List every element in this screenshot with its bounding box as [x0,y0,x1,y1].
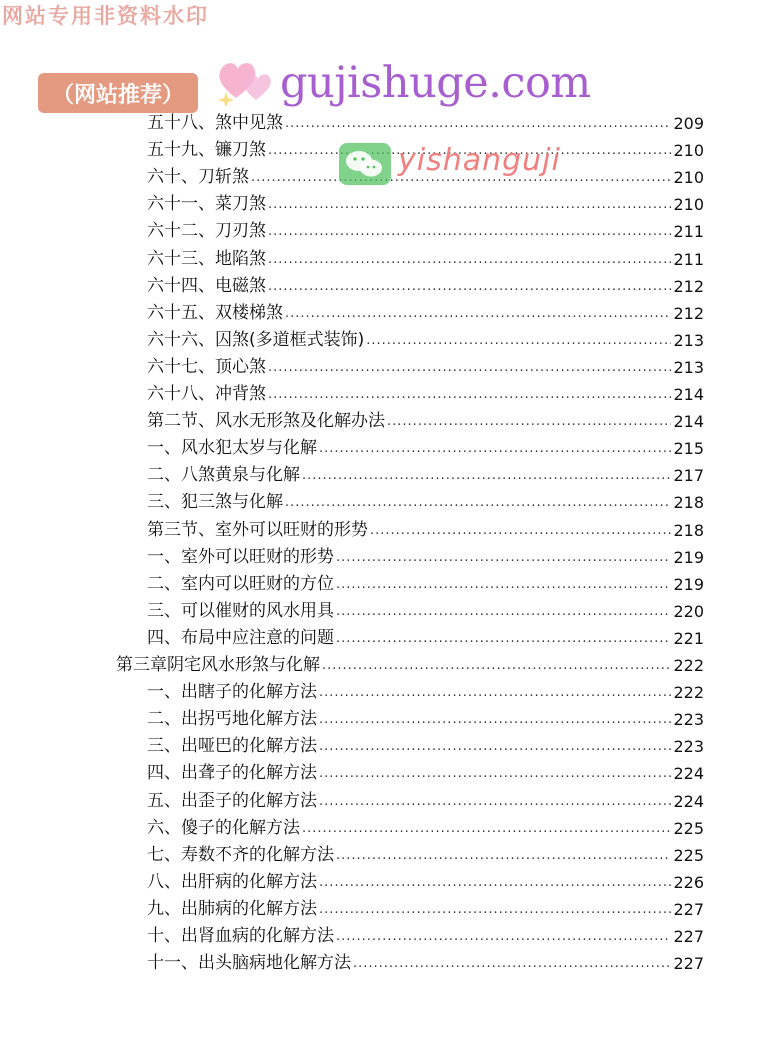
toc-entry [147,273,704,300]
toc-entry-title: 六十四、电磁煞 [147,275,266,296]
toc-entry-title: 九、出肺病的化解方法 [147,898,317,919]
toc-entry [147,489,704,516]
toc-entry [147,706,704,733]
toc-entry-title: 六十二、刀刃煞 [147,221,266,242]
toc-entry-title: 一、出瞎子的化解方法 [147,682,317,703]
toc-entry-page: 213 [673,357,704,377]
toc-entry [147,625,704,652]
toc-entry [147,110,704,137]
toc-entry-title: 二、出拐丐地化解方法 [147,709,317,730]
toc-entry-page: 214 [673,412,704,432]
toc-entry-page: 222 [673,656,704,675]
toc-entry [147,760,704,787]
toc-entry-title: 六、傻子的化解方法 [147,817,300,838]
toc-entry-page: 212 [673,303,704,323]
toc-entry [147,815,704,842]
toc-entry-page: 209 [673,114,704,133]
toc-entry-title: 一、室外可以旺财的形势 [147,546,334,567]
toc-entry [147,544,704,571]
toc-dot-leader [336,923,671,950]
toc-dot-leader [319,435,671,462]
toc-dot-leader [336,544,671,571]
toc-entry [147,842,704,869]
toc-entry-page: 210 [673,141,704,161]
toc-entry-title: 七、寿数不齐的化解方法 [147,844,334,865]
toc-entry [147,950,704,977]
toc-entry [147,435,704,462]
toc-entry [147,517,704,544]
toc-dot-leader [336,842,671,869]
toc-entry-page: 225 [673,818,704,838]
toc-entry-page: 211 [673,249,704,269]
toc-entry-title: 五、出歪子的化解方法 [147,790,317,811]
toc-entry-page: 224 [673,764,704,784]
toc-entry-page: 219 [673,574,704,594]
toc-entry-page: 210 [673,168,704,188]
toc-entry [116,652,704,679]
toc-entry [147,598,704,625]
toc-entry-title: 二、室内可以旺财的方位 [147,573,334,594]
toc-entry-page: 223 [673,710,704,730]
toc-dot-leader [285,110,671,137]
watermark-badge: （网站推荐） [38,73,198,113]
toc-entry-title: 第三章阴宅风水形煞与化解 [116,655,320,675]
toc-entry-page: 224 [673,791,704,811]
toc-entry-page: 214 [673,385,704,404]
toc-entry-page: 227 [673,899,704,919]
toc-entry-title: 六十八、冲背煞 [147,384,266,404]
toc-entry-title: 六十三、地陷煞 [147,248,266,269]
toc-entry-page: 218 [673,493,704,513]
toc-dot-leader [302,815,671,842]
toc-entry-page: 212 [673,276,704,296]
toc-dot-leader [366,327,671,354]
wechat-icon [339,143,391,185]
toc-entry-page: 210 [673,195,704,215]
toc-dot-leader [319,788,671,815]
toc-entry [147,896,704,923]
watermark-top-text: 网站专用非资料水印 [2,3,209,28]
toc-dot-leader [336,571,671,598]
toc-entry [147,246,704,273]
toc-dot-leader [268,354,671,381]
toc-entry [147,300,704,327]
toc-dot-leader [322,652,671,679]
toc-dot-leader [319,896,671,923]
toc-entry-page: 219 [673,547,704,567]
toc-entry-page: 221 [673,628,704,648]
toc-entry-page: 227 [673,954,704,974]
toc-dot-leader [319,679,671,706]
toc-dot-leader [319,869,671,896]
toc-dot-leader [319,760,671,787]
toc-entry-page: 217 [673,466,704,486]
toc-entry-title: 三、可以催财的风水用具 [147,600,334,621]
toc-dot-leader [302,462,671,489]
toc-entry-title: 十、出肾血病的化解方法 [147,926,334,946]
toc-dot-leader [319,706,671,733]
toc-entry [147,788,704,815]
toc-dot-leader [336,598,671,625]
toc-dot-leader [319,733,671,760]
toc-entry-page: 220 [673,601,704,621]
toc-entry-title: 六十五、双楼梯煞 [147,302,283,323]
toc-entry [147,869,704,896]
toc-entry-title: 六十一、菜刀煞 [147,194,266,215]
toc-entry-title: 三、出哑巴的化解方法 [147,736,317,757]
toc-entry [147,191,704,218]
toc-entry-title: 六十、刀斩煞 [147,167,249,188]
toc-entry-page: 215 [673,439,704,459]
toc-entry-page: 227 [673,927,704,946]
toc-entry-title: 八、出肝病的化解方法 [147,871,317,892]
toc-entry-title: 二、八煞黄泉与化解 [147,465,300,486]
watermark-wechat-id: yishanguji [398,143,561,178]
toc-dot-leader [387,408,671,435]
toc-entry [147,408,704,435]
toc-entry-page: 226 [673,872,704,892]
toc-dot-leader [370,517,671,544]
toc-dot-leader [268,381,671,408]
toc-entry [147,679,704,706]
toc-entry-title: 六十七、顶心煞 [147,356,266,377]
toc-dot-leader [285,300,671,327]
toc-entry-title: 五十八、煞中见煞 [147,113,283,133]
toc-entry-title: 五十九、镰刀煞 [147,140,266,161]
toc-dot-leader [268,246,671,273]
toc-entry-title: 六十六、囚煞(多道框式装饰) [147,329,365,350]
toc-entry-title: 四、布局中应注意的问题 [147,627,334,648]
toc-entry [147,354,704,381]
toc-entry-page: 225 [673,845,704,865]
toc-entry [147,923,704,950]
toc-entry-page: 211 [673,222,704,242]
toc-entry [147,733,704,760]
toc-entry-page: 218 [673,520,704,540]
toc-dot-leader [285,489,671,516]
watermark-site: gujishuge.com [280,58,591,108]
toc-entry-page: 223 [673,737,704,757]
toc-entry [147,381,704,408]
toc-entry-title: 四、出聋子的化解方法 [147,763,317,784]
toc-dot-leader [268,191,671,218]
toc-entry-title: 第二节、风水无形煞及化解办法 [147,411,385,432]
heart-icon [214,54,280,106]
toc-entry [147,218,704,245]
toc-entry-title: 十一、出头脑病地化解方法 [147,953,351,974]
toc-dot-leader [336,625,671,652]
toc-dot-leader [353,950,671,977]
toc-entry [147,327,704,354]
toc-entry-page: 222 [673,683,704,703]
toc-entry [147,571,704,598]
toc-entry [147,462,704,489]
toc-entry-page: 213 [673,330,704,350]
toc-dot-leader [268,218,671,245]
toc-entry-title: 第三节、室外可以旺财的形势 [147,519,368,540]
toc-entry-title: 一、风水犯太岁与化解 [147,438,317,459]
toc-entry-title: 三、犯三煞与化解 [147,492,283,513]
toc-dot-leader [268,273,671,300]
